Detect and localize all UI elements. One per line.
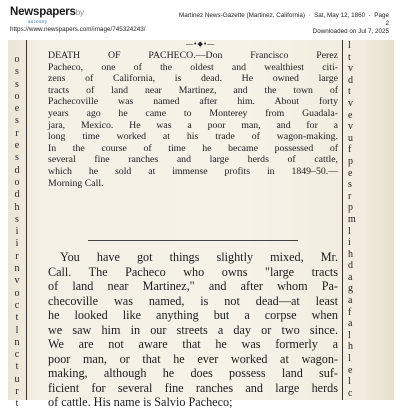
article-text-line: jara, Mexico. He was a poor man, and for a [48, 119, 338, 131]
margin-letter: o [14, 90, 20, 102]
margin-letter: v [14, 275, 20, 287]
ornament-divider: —•◆•— [186, 41, 216, 48]
article-text-line: of land near Martinez," and after whom Pa- [48, 279, 338, 293]
page-label: Page [374, 12, 389, 19]
page-number: 2 [385, 20, 389, 27]
margin-letter: f [348, 306, 352, 318]
margin-letter: e [348, 167, 353, 179]
article-text-line: several fine ranches and large herds of cattle, [48, 154, 338, 166]
margin-letter: i [15, 226, 19, 238]
article-text-line: checoville was named, is not dead—at least [48, 293, 338, 308]
margin-letter: c [14, 349, 20, 361]
article-text-line: we saw him in our streets a day or two since. [48, 322, 338, 337]
margin-letter: r [15, 250, 19, 262]
margin-letter: r [15, 127, 19, 139]
article-text-line: You have got things slightly mixed, Mr. [60, 250, 338, 264]
publication-info: Martinez News-Gazette (Martinez, California) · Sat, May 12, 1860 · Page [178, 12, 389, 19]
margin-letter: t [15, 312, 19, 324]
margin-letter: e [14, 103, 20, 115]
article-text-line: ficient for several fine ranches and large herds [48, 380, 338, 395]
logo-suffix-text: by [75, 8, 84, 17]
margin-letter: v [348, 121, 353, 133]
margin-letter: h [348, 341, 353, 353]
article-text-line: In the course of time he became possessed of [48, 142, 338, 154]
margin-letter: t [15, 361, 19, 373]
margin-letter: l [348, 40, 351, 51]
margin-letter: e [14, 140, 20, 152]
article-text-line: long time worked at his trade of wagon-making. [48, 131, 338, 143]
margin-letter: o [14, 287, 20, 299]
margin-letter: d [348, 260, 353, 272]
margin-letter: t [15, 398, 19, 410]
margin-letter: l [348, 353, 351, 365]
publication-date: Sat, May 12, 1860 [314, 12, 366, 19]
margin-letter: u [14, 373, 20, 385]
article-text-line: poor man, or that he ever worked at wagon- [48, 351, 338, 366]
margin-letter: g [348, 283, 353, 295]
margin-letter: s [15, 152, 19, 164]
article-text-line: zens of California, is dead. He owned large [48, 73, 338, 85]
margin-letter: n [14, 336, 20, 348]
margin-letter: d [348, 74, 353, 86]
downloaded-date: Downloaded on Jul 7, 2025 [312, 28, 389, 35]
logo-sub-text: ancestry [28, 19, 48, 24]
margin-letter: s [15, 78, 19, 90]
margin-letter: f [348, 144, 352, 156]
margin-letter: c [348, 387, 353, 399]
column-rule-left [26, 40, 27, 400]
article-text-line: Pacheco, one of the oldest and wealthiest citi- [48, 61, 338, 73]
margin-letter: t [348, 51, 351, 63]
article-text-line: tracts of land near Martinez, and the town of [48, 84, 338, 96]
publication-name: Martinez News-Gazette (Martinez, California) [178, 12, 305, 19]
newspapers-logo[interactable] [10, 6, 84, 18]
left-adjacent-column-fragment [11, 54, 23, 411]
article-text-line: which he sold at immense profits in 1849–50.— [48, 165, 338, 177]
clipping-header [0, 0, 400, 40]
margin-letter: s [15, 213, 19, 225]
margin-letter: l [348, 225, 351, 237]
article-text-line: of cattle. His name is Salvio Pacheco; [48, 395, 233, 409]
margin-letter: o [14, 54, 20, 65]
article-text-line: Call. The Pacheco who owns "large tracts [48, 264, 338, 279]
margin-letter: d [14, 164, 20, 176]
article-divider [88, 240, 298, 241]
margin-letter: r [15, 386, 19, 398]
margin-letter: e [348, 364, 353, 376]
margin-letter: l [348, 376, 351, 388]
margin-letter: s [15, 66, 19, 78]
article-text-line: DEATH OF PACHECO.—Don Francisco Perez [48, 50, 338, 61]
article-text-line: Pachecoville was named after him. About forty [48, 96, 338, 108]
article-text-line: We are not aware that he was formerly a [48, 337, 338, 351]
article-text-line: years ago he came to Monterey from Guadala- [48, 107, 338, 119]
newspaper-clipping [8, 40, 394, 410]
article-paragraph-death-of-pacheco [48, 50, 338, 189]
margin-letter: a [348, 318, 353, 330]
margin-letter: m [348, 213, 356, 225]
margin-letter: p [348, 202, 353, 214]
margin-letter: i [15, 238, 19, 250]
margin-letter: t [348, 86, 351, 98]
article-text-line: Morning Call. [48, 177, 104, 189]
margin-letter: a [348, 271, 353, 283]
margin-letter: e [348, 109, 353, 121]
article-text-line: making, although he does possess land suf- [48, 366, 338, 380]
margin-letter: d [14, 189, 20, 201]
logo-main-text: Newspapers [10, 6, 76, 18]
margin-letter: s [15, 115, 19, 127]
article-text-line: he looked like anything but a corpse when [48, 308, 338, 322]
margin-letter: h [348, 248, 353, 260]
margin-letter: v [348, 97, 353, 109]
margin-letter: i [348, 237, 351, 249]
column-rule-right [342, 40, 343, 400]
source-url-link[interactable]: https://www.newspapers.com/image/745324243/ [10, 26, 146, 33]
margin-letter: l [15, 324, 19, 336]
margin-letter: r [348, 190, 352, 202]
margin-letter: p [348, 155, 353, 167]
margin-letter: c [14, 299, 20, 311]
margin-letter: l [348, 329, 351, 341]
margin-letter: n [14, 263, 20, 275]
margin-letter: v [348, 63, 353, 75]
margin-letter: o [14, 176, 20, 188]
margin-letter: h [14, 201, 20, 213]
margin-letter: u [348, 132, 353, 144]
article-paragraph-response [48, 250, 338, 410]
margin-letter: s [348, 179, 352, 191]
right-adjacent-column-fragment [348, 40, 388, 399]
margin-letter: a [348, 295, 353, 307]
